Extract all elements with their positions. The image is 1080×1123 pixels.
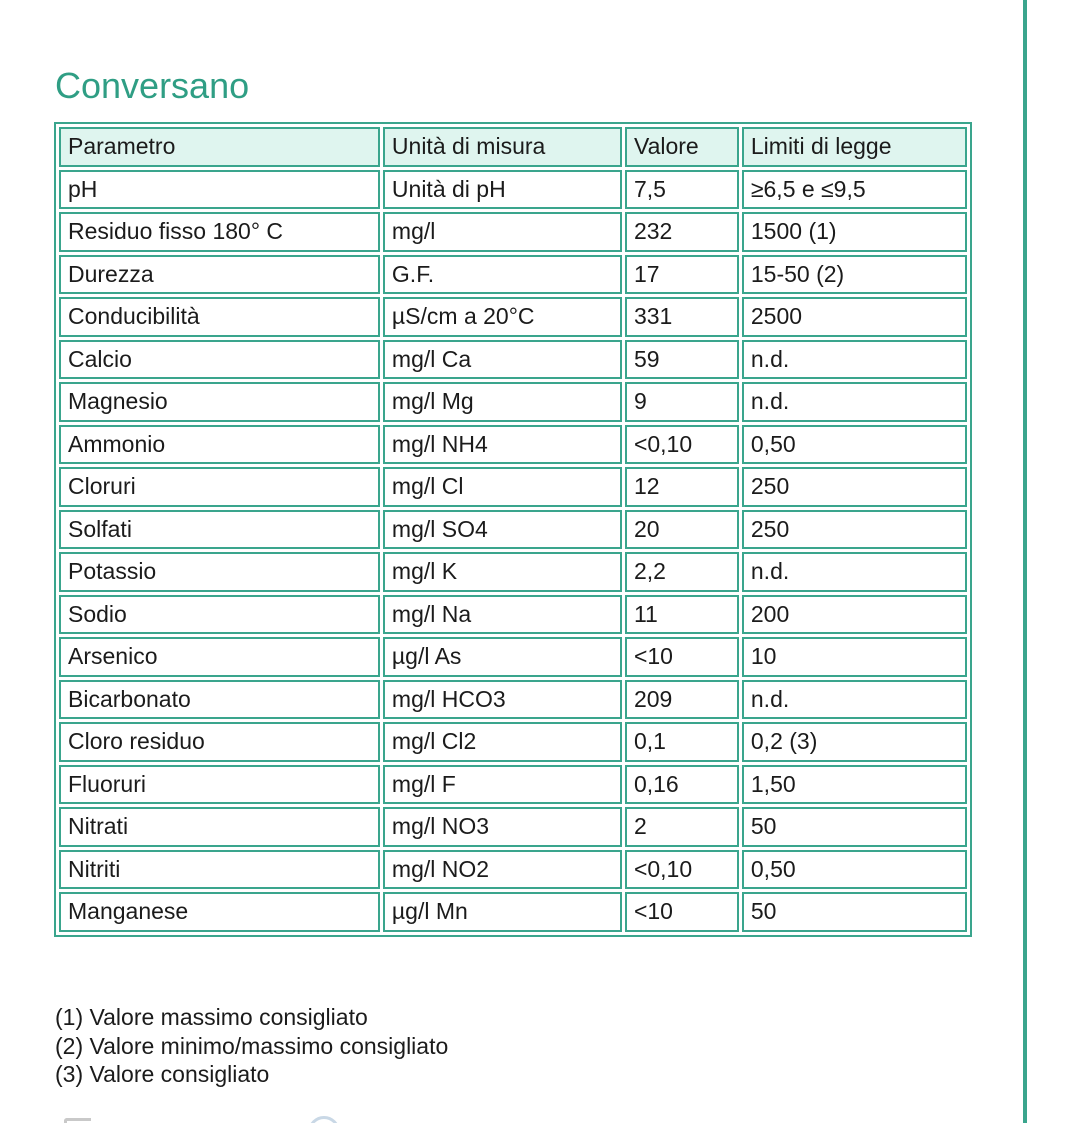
table-row [59, 425, 967, 465]
partial-icon-right [308, 1116, 340, 1123]
table-row [59, 467, 967, 507]
cell-unita: mg/l Ca [383, 340, 622, 380]
cell-parametro: pH [59, 170, 380, 210]
cell-parametro: Magnesio [59, 382, 380, 422]
cell-valore: 2,2 [625, 552, 739, 592]
cell-limiti: 0,2 (3) [742, 722, 967, 762]
footnote-2: (2) Valore minimo/massimo consigliato [55, 1032, 449, 1059]
cell-valore: 2 [625, 807, 739, 847]
cell-limiti: n.d. [742, 382, 967, 422]
cell-unita: µS/cm a 20°C [383, 297, 622, 337]
cell-limiti: ≥6,5 e ≤9,5 [742, 170, 967, 210]
cell-limiti: 0,50 [742, 850, 967, 890]
cell-unita: Unità di pH [383, 170, 622, 210]
cell-unita: mg/l F [383, 765, 622, 805]
cell-valore: 9 [625, 382, 739, 422]
table-row [59, 212, 967, 252]
cell-valore: <0,10 [625, 850, 739, 890]
cell-valore: 0,1 [625, 722, 739, 762]
cell-unita: mg/l Mg [383, 382, 622, 422]
footnote-1: (1) Valore massimo consigliato [55, 1004, 368, 1030]
table-row [59, 382, 967, 422]
cell-parametro: Fluoruri [59, 765, 380, 805]
table-header-row [59, 127, 967, 167]
table-row [59, 510, 967, 550]
cell-unita: mg/l SO4 [383, 510, 622, 550]
cell-limiti: 200 [742, 595, 967, 635]
table-row [59, 765, 967, 805]
cell-limiti: 10 [742, 637, 967, 677]
cell-unita: G.F. [383, 255, 622, 295]
cell-unita: mg/l NH4 [383, 425, 622, 465]
table-row [59, 807, 967, 847]
cell-valore: 7,5 [625, 170, 739, 210]
cell-unita: mg/l Cl [383, 467, 622, 507]
table-row [59, 170, 967, 210]
cell-valore: 17 [625, 255, 739, 295]
cell-parametro: Durezza [59, 255, 380, 295]
cell-unita: mg/l NO3 [383, 807, 622, 847]
cell-valore: 331 [625, 297, 739, 337]
cell-limiti: 50 [742, 807, 967, 847]
cell-parametro: Nitrati [59, 807, 380, 847]
cell-unita: mg/l [383, 212, 622, 252]
cell-limiti: 50 [742, 892, 967, 932]
cell-unita: mg/l Na [383, 595, 622, 635]
cell-unita: µg/l As [383, 637, 622, 677]
cell-valore: <0,10 [625, 425, 739, 465]
cell-parametro: Residuo fisso 180° C [59, 212, 380, 252]
cell-parametro: Nitriti [59, 850, 380, 890]
table-row [59, 637, 967, 677]
cell-valore: 20 [625, 510, 739, 550]
header-limiti-di-legge: Limiti di legge [742, 127, 967, 167]
cell-valore: 232 [625, 212, 739, 252]
cell-limiti: n.d. [742, 680, 967, 720]
table-row [59, 340, 967, 380]
table-row [59, 552, 967, 592]
cell-parametro: Solfati [59, 510, 380, 550]
cell-unita: mg/l HCO3 [383, 680, 622, 720]
cell-unita: mg/l K [383, 552, 622, 592]
cell-valore: 0,16 [625, 765, 739, 805]
cell-valore: 12 [625, 467, 739, 507]
footnote-3: (3) Valore consigliato [55, 1061, 270, 1087]
footnotes [55, 1003, 448, 1089]
header-parametro: Parametro [59, 127, 380, 167]
cell-parametro: Bicarbonato [59, 680, 380, 720]
cell-unita: mg/l NO2 [383, 850, 622, 890]
cell-valore: 11 [625, 595, 739, 635]
right-border-rule [1023, 0, 1027, 1123]
cell-valore: <10 [625, 892, 739, 932]
cell-parametro: Conducibilità [59, 297, 380, 337]
header-valore: Valore [625, 127, 739, 167]
cell-limiti: 1500 (1) [742, 212, 967, 252]
table-row [59, 297, 967, 337]
cell-limiti: 2500 [742, 297, 967, 337]
cell-limiti: 250 [742, 467, 967, 507]
cell-limiti: 0,50 [742, 425, 967, 465]
cell-parametro: Potassio [59, 552, 380, 592]
table-row [59, 892, 967, 932]
partial-icon-left [64, 1118, 91, 1123]
cell-parametro: Cloruri [59, 467, 380, 507]
header-unita-di-misura: Unità di misura [383, 127, 622, 167]
cell-limiti: 15-50 (2) [742, 255, 967, 295]
cell-parametro: Arsenico [59, 637, 380, 677]
cell-valore: 59 [625, 340, 739, 380]
cell-parametro: Sodio [59, 595, 380, 635]
cell-parametro: Cloro residuo [59, 722, 380, 762]
cell-limiti: 1,50 [742, 765, 967, 805]
cell-limiti: 250 [742, 510, 967, 550]
page-title: Conversano [55, 65, 250, 106]
cell-valore: <10 [625, 637, 739, 677]
table-row [59, 595, 967, 635]
table-row [59, 680, 967, 720]
cell-parametro: Ammonio [59, 425, 380, 465]
cell-parametro: Manganese [59, 892, 380, 932]
cell-unita: µg/l Mn [383, 892, 622, 932]
table-row [59, 255, 967, 295]
table-row [59, 722, 967, 762]
cell-valore: 209 [625, 680, 739, 720]
cell-unita: mg/l Cl2 [383, 722, 622, 762]
table-row [59, 850, 967, 890]
cell-limiti: n.d. [742, 340, 967, 380]
cell-limiti: n.d. [742, 552, 967, 592]
water-analysis-table [54, 122, 972, 937]
cell-parametro: Calcio [59, 340, 380, 380]
